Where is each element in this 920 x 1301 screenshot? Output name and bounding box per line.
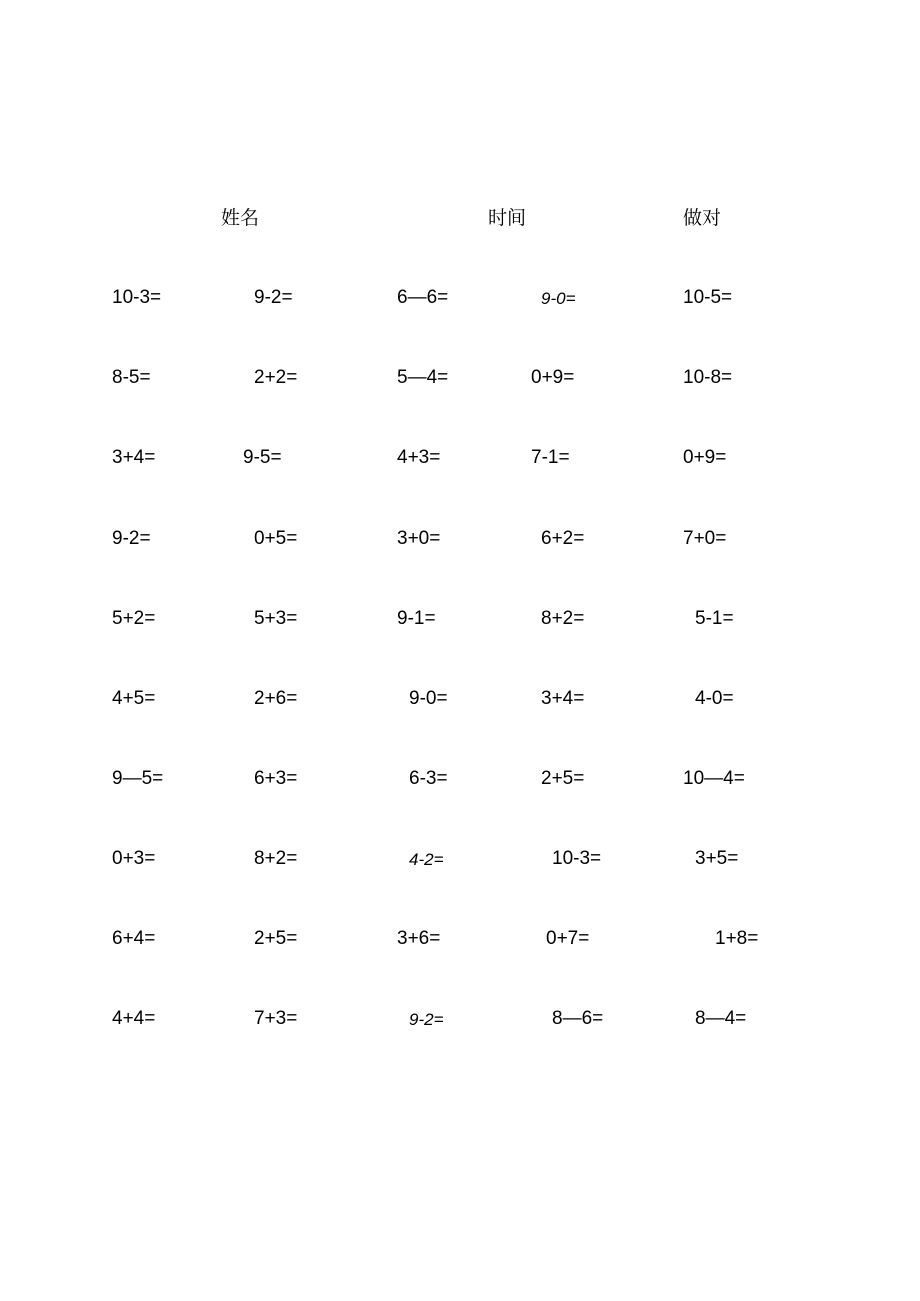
problem-r9-c4: 0+7=	[546, 928, 590, 949]
problem-r7-c5: 10—4=	[683, 768, 745, 789]
problem-r7-c2: 6+3=	[254, 768, 298, 789]
problem-r2-c2: 2+2=	[254, 367, 298, 388]
problem-r9-c1: 6+4=	[112, 928, 156, 949]
problem-r4-c4: 6+2=	[541, 528, 585, 549]
problem-r3-c2: 9-5=	[243, 447, 282, 468]
problem-r5-c3: 9-1=	[397, 608, 436, 629]
correct-count-label: 做对	[683, 207, 722, 229]
problem-r10-c2: 7+3=	[254, 1008, 298, 1029]
problem-r5-c5: 5-1=	[695, 608, 734, 629]
problem-r4-c3: 3+0=	[397, 528, 441, 549]
problem-r4-c5: 7+0=	[683, 528, 727, 549]
problem-r6-c4: 3+4=	[541, 688, 585, 709]
problem-r7-c4: 2+5=	[541, 768, 585, 789]
problem-r3-c1: 3+4=	[112, 447, 156, 468]
problem-r5-c2: 5+3=	[254, 608, 298, 629]
problem-r8-c2: 8+2=	[254, 848, 298, 869]
problem-r1-c4: 9-0=	[541, 289, 576, 308]
problem-r9-c2: 2+5=	[254, 928, 298, 949]
problem-r3-c4: 7-1=	[531, 447, 570, 468]
problem-r2-c4: 0+9=	[531, 367, 575, 388]
problem-r6-c1: 4+5=	[112, 688, 156, 709]
time-label: 时间	[488, 207, 527, 229]
problem-r2-c5: 10-8=	[683, 367, 733, 388]
problem-r8-c4: 10-3=	[552, 848, 602, 869]
problem-r8-c3: 4-2=	[409, 850, 444, 869]
problem-r1-c1: 10-3=	[112, 287, 162, 308]
problem-r1-c2: 9-2=	[254, 287, 293, 308]
name-label: 姓名	[221, 207, 260, 229]
problem-r10-c1: 4+4=	[112, 1008, 156, 1029]
problem-r1-c5: 10-5=	[683, 287, 733, 308]
problem-r10-c5: 8—4=	[695, 1008, 747, 1029]
problem-r4-c2: 0+5=	[254, 528, 298, 549]
problem-r10-c4: 8—6=	[552, 1008, 604, 1029]
problem-r7-c3: 6-3=	[409, 768, 448, 789]
problem-r9-c5: 1+8=	[715, 928, 759, 949]
problem-r3-c5: 0+9=	[683, 447, 727, 468]
problem-r9-c3: 3+6=	[397, 928, 441, 949]
problem-r6-c2: 2+6=	[254, 688, 298, 709]
problem-r7-c1: 9—5=	[112, 768, 164, 789]
problem-r4-c1: 9-2=	[112, 528, 151, 549]
problem-r2-c3: 5—4=	[397, 367, 449, 388]
problem-r2-c1: 8-5=	[112, 367, 151, 388]
problem-r8-c1: 0+3=	[112, 848, 156, 869]
problem-r1-c3: 6—6=	[397, 287, 449, 308]
problem-r3-c3: 4+3=	[397, 447, 441, 468]
problem-r6-c3: 9-0=	[409, 688, 448, 709]
problem-r10-c3: 9-2=	[409, 1010, 444, 1029]
problem-r8-c5: 3+5=	[695, 848, 739, 869]
problem-r6-c5: 4-0=	[695, 688, 734, 709]
problem-r5-c4: 8+2=	[541, 608, 585, 629]
problem-r5-c1: 5+2=	[112, 608, 156, 629]
